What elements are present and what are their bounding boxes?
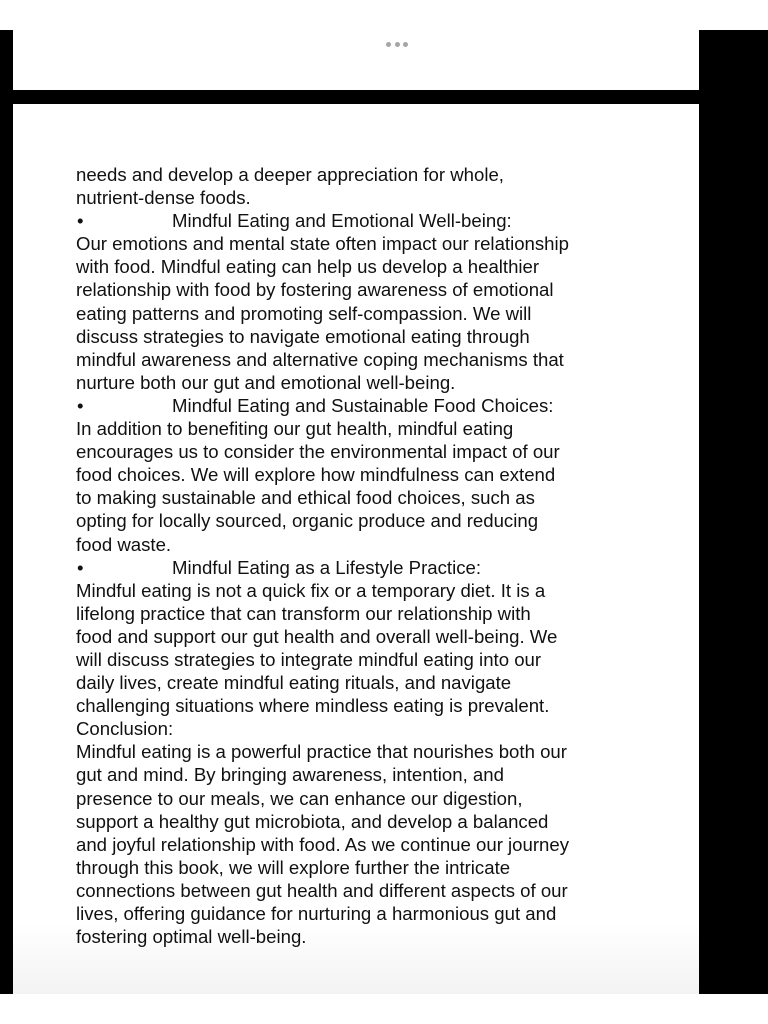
text-line: presence to our meals, we can enhance our digestion, [76,787,523,809]
text-line: lives, offering guidance for nurturing a harmonious gut and [76,903,557,924]
text-line: fostering optimal well-being. [76,926,307,948]
text-line: In addition to benefiting our gut health, mindful eating [76,418,514,440]
more-icon-dot [386,42,391,47]
text-line: gut and mind. By bringing awareness, intention, and [76,764,504,786]
text-line: nurture both our gut and emotional well-being. [76,371,456,393]
bottom-bar [0,994,768,1024]
text-line: connections between gut health and different aspects of our [76,879,568,901]
bullet-item [76,394,676,417]
text-line: challenging situations where mindless eating is prevalent. [76,695,550,717]
bullet-heading: Mindful Eating as a Lifestyle Practice: [172,556,482,578]
text-line: with food. Mindful eating can help us develop a healthier [76,256,540,278]
text-line: mindful awareness and alternative coping mechanisms that [76,348,564,370]
bullet-item [76,209,676,232]
text-line: relationship with food by fostering awareness of emotional [76,279,554,301]
more-icon-dot [395,42,400,47]
more-icon[interactable] [386,40,408,48]
document-text [76,163,676,948]
text-line: food and support our gut health and overall well-being. We [76,625,558,647]
header-divider [13,90,699,104]
viewer-header [13,30,699,90]
text-line: needs and develop a deeper appreciation for whole, [76,164,504,185]
text-line: through this book, we will explore further the intricate [76,856,511,878]
text-line: and joyful relationship with food. As we continue our journey [76,833,570,855]
text-line: food choices. We will explore how mindfulness can extend [76,464,556,486]
text-line: Our emotions and mental state often impact our relationship [76,233,569,255]
text-line: discuss strategies to navigate emotional eating through [76,325,530,347]
text-line: daily lives, create mindful eating rituals, and navigate [76,672,512,694]
text-line: food waste. [76,533,172,555]
text-line: Conclusion: [76,718,174,740]
text-line: lifelong practice that can transform our relationship with [76,602,531,624]
bullet-item [76,556,676,579]
right-frame-edge [699,30,768,994]
text-line: opting for locally sourced, organic produce and reducing [76,510,539,532]
text-line: will discuss strategies to integrate mindful eating into our [76,648,542,670]
left-frame-edge [0,30,13,994]
bullet-marker: • [77,394,84,416]
text-line: to making sustainable and ethical food choices, such as [76,487,535,509]
text-line: nutrient-dense foods. [76,187,251,209]
bullet-heading: Mindful Eating and Emotional Well-being: [172,210,512,232]
text-line: eating patterns and promoting self-compassion. We will [76,302,532,324]
document-page [13,104,699,994]
text-line: support a healthy gut microbiota, and develop a balanced [76,810,549,832]
top-bar [0,0,768,30]
text-line: Mindful eating is not a quick fix or a temporary diet. It is a [76,579,546,601]
bullet-marker: • [77,210,84,232]
more-icon-dot [403,42,408,47]
text-line: encourages us to consider the environmental impact of our [76,441,560,463]
bullet-marker: • [77,556,84,578]
text-line: Mindful eating is a powerful practice that nourishes both our [76,741,567,763]
bullet-heading: Mindful Eating and Sustainable Food Choices: [172,394,554,416]
